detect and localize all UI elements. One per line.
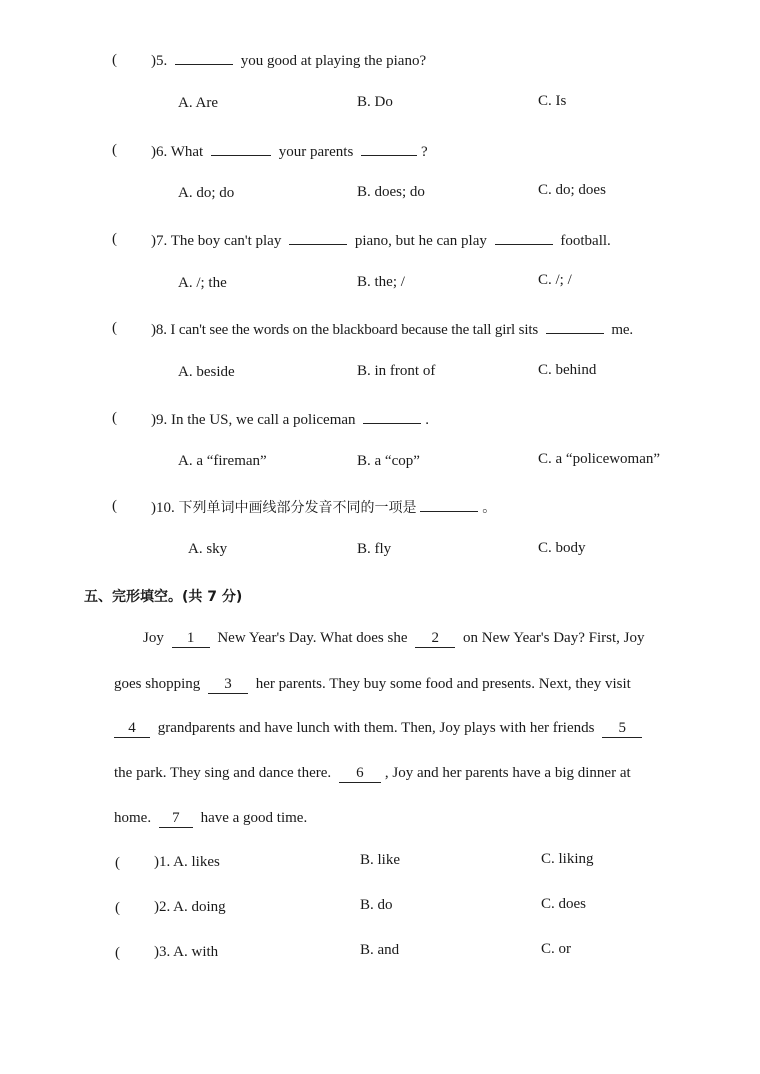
- answer-paren: (: [115, 945, 120, 961]
- option-a: A. do; do: [178, 185, 235, 201]
- numbered-blank: 7: [159, 810, 193, 828]
- answer-paren: (: [112, 231, 117, 247]
- question-text: .: [425, 412, 430, 428]
- answer-blank: [289, 230, 347, 245]
- question-number: )5.: [151, 53, 168, 69]
- question-text: I can't see the words on the blackboard because the tall girl sits: [170, 322, 539, 338]
- option-a: A. sky: [188, 541, 228, 557]
- answer-paren: (: [112, 52, 117, 68]
- question-text: In the US, we call a policeman: [171, 412, 356, 428]
- answer-blank: [211, 141, 271, 156]
- answer-paren: (: [115, 900, 120, 916]
- option-c: C. behind: [538, 362, 597, 378]
- question-6: [151, 141, 428, 161]
- option-b: B. in front of: [357, 363, 436, 379]
- question-text: football.: [560, 233, 611, 249]
- option-b: B. the; /: [357, 274, 405, 290]
- option-a: A. a “fireman”: [178, 453, 267, 469]
- numbered-blank: 4: [114, 720, 150, 738]
- answer-blank: [361, 141, 417, 156]
- answer-blank: [175, 50, 233, 65]
- cloze-option-b: B. do: [360, 897, 393, 913]
- numbered-blank: 6: [339, 765, 381, 783]
- option-c: C. body: [538, 540, 586, 556]
- question-number: )10.: [151, 500, 175, 516]
- option-c: C. a “policewoman”: [538, 451, 661, 467]
- section-title: 五、完形填空。(共 7 分): [84, 589, 243, 605]
- cloze-option-a: )3. A. with: [154, 944, 219, 960]
- answer-paren: (: [112, 142, 117, 158]
- passage-line-1: Joy 1 New Year's Day. What does she 2 on New Year's Day? First, Joy: [143, 630, 645, 646]
- question-5: [151, 50, 426, 70]
- question-text: your parents: [278, 144, 354, 160]
- option-c: C. Is: [538, 93, 567, 109]
- question-text: 。: [482, 500, 497, 516]
- numbered-blank: 2: [415, 630, 455, 648]
- option-a: A. Are: [178, 95, 218, 111]
- question-number: )6.: [151, 144, 168, 160]
- question-text: 下列单词中画线部分发音不同的一项是: [178, 500, 417, 516]
- question-text: me.: [611, 322, 633, 338]
- answer-blank: [420, 497, 478, 512]
- answer-paren: (: [112, 320, 117, 336]
- answer-paren: (: [112, 498, 117, 514]
- cloze-option-a: )2. A. doing: [154, 899, 226, 915]
- question-number: )7.: [151, 233, 168, 249]
- question-number: )8.: [151, 322, 167, 338]
- numbered-blank: 3: [208, 676, 248, 694]
- answer-paren: (: [115, 855, 120, 871]
- option-a: A. beside: [178, 364, 235, 380]
- option-b: B. fly: [357, 541, 392, 557]
- question-8: [151, 319, 633, 339]
- numbered-blank: 5: [602, 720, 642, 738]
- numbered-blank: 1: [172, 630, 210, 648]
- cloze-option-c: C. does: [541, 896, 586, 912]
- question-text: you good at playing the piano?: [240, 53, 427, 69]
- question-10: [151, 497, 496, 517]
- passage-line-3: 4 grandparents and have lunch with them. Then, Joy plays with her friends 5: [110, 720, 646, 738]
- answer-paren: (: [112, 410, 117, 426]
- option-b: B. a “cop”: [357, 453, 420, 469]
- cloze-option-a: )1. A. likes: [154, 854, 220, 870]
- question-9: [151, 409, 429, 429]
- answer-blank: [363, 409, 421, 424]
- cloze-option-b: B. like: [360, 852, 400, 868]
- passage-line-2: goes shopping 3 her parents. They buy some food and presents. Next, they visit: [114, 676, 631, 692]
- option-b: B. does; do: [357, 184, 425, 200]
- option-c: C. /; /: [538, 272, 572, 288]
- option-a: A. /; the: [178, 275, 227, 291]
- question-text: The boy can't play: [170, 233, 282, 249]
- passage-line-5: home. 7 have a good time.: [114, 810, 308, 826]
- question-7: [151, 230, 611, 250]
- answer-blank: [546, 319, 604, 334]
- option-b: B. Do: [357, 94, 393, 110]
- question-text: What: [170, 144, 204, 160]
- answer-blank: [495, 230, 553, 245]
- cloze-option-c: C. liking: [541, 851, 594, 867]
- cloze-option-c: C. or: [541, 941, 571, 957]
- question-text: piano, but he can play: [354, 233, 487, 249]
- question-text: ?: [421, 144, 428, 160]
- passage-line-4: the park. They sing and dance there. 6 , Joy and her parents have a big dinner at: [114, 765, 631, 781]
- question-number: )9.: [151, 412, 168, 428]
- cloze-option-b: B. and: [360, 942, 400, 958]
- option-c: C. do; does: [538, 182, 606, 198]
